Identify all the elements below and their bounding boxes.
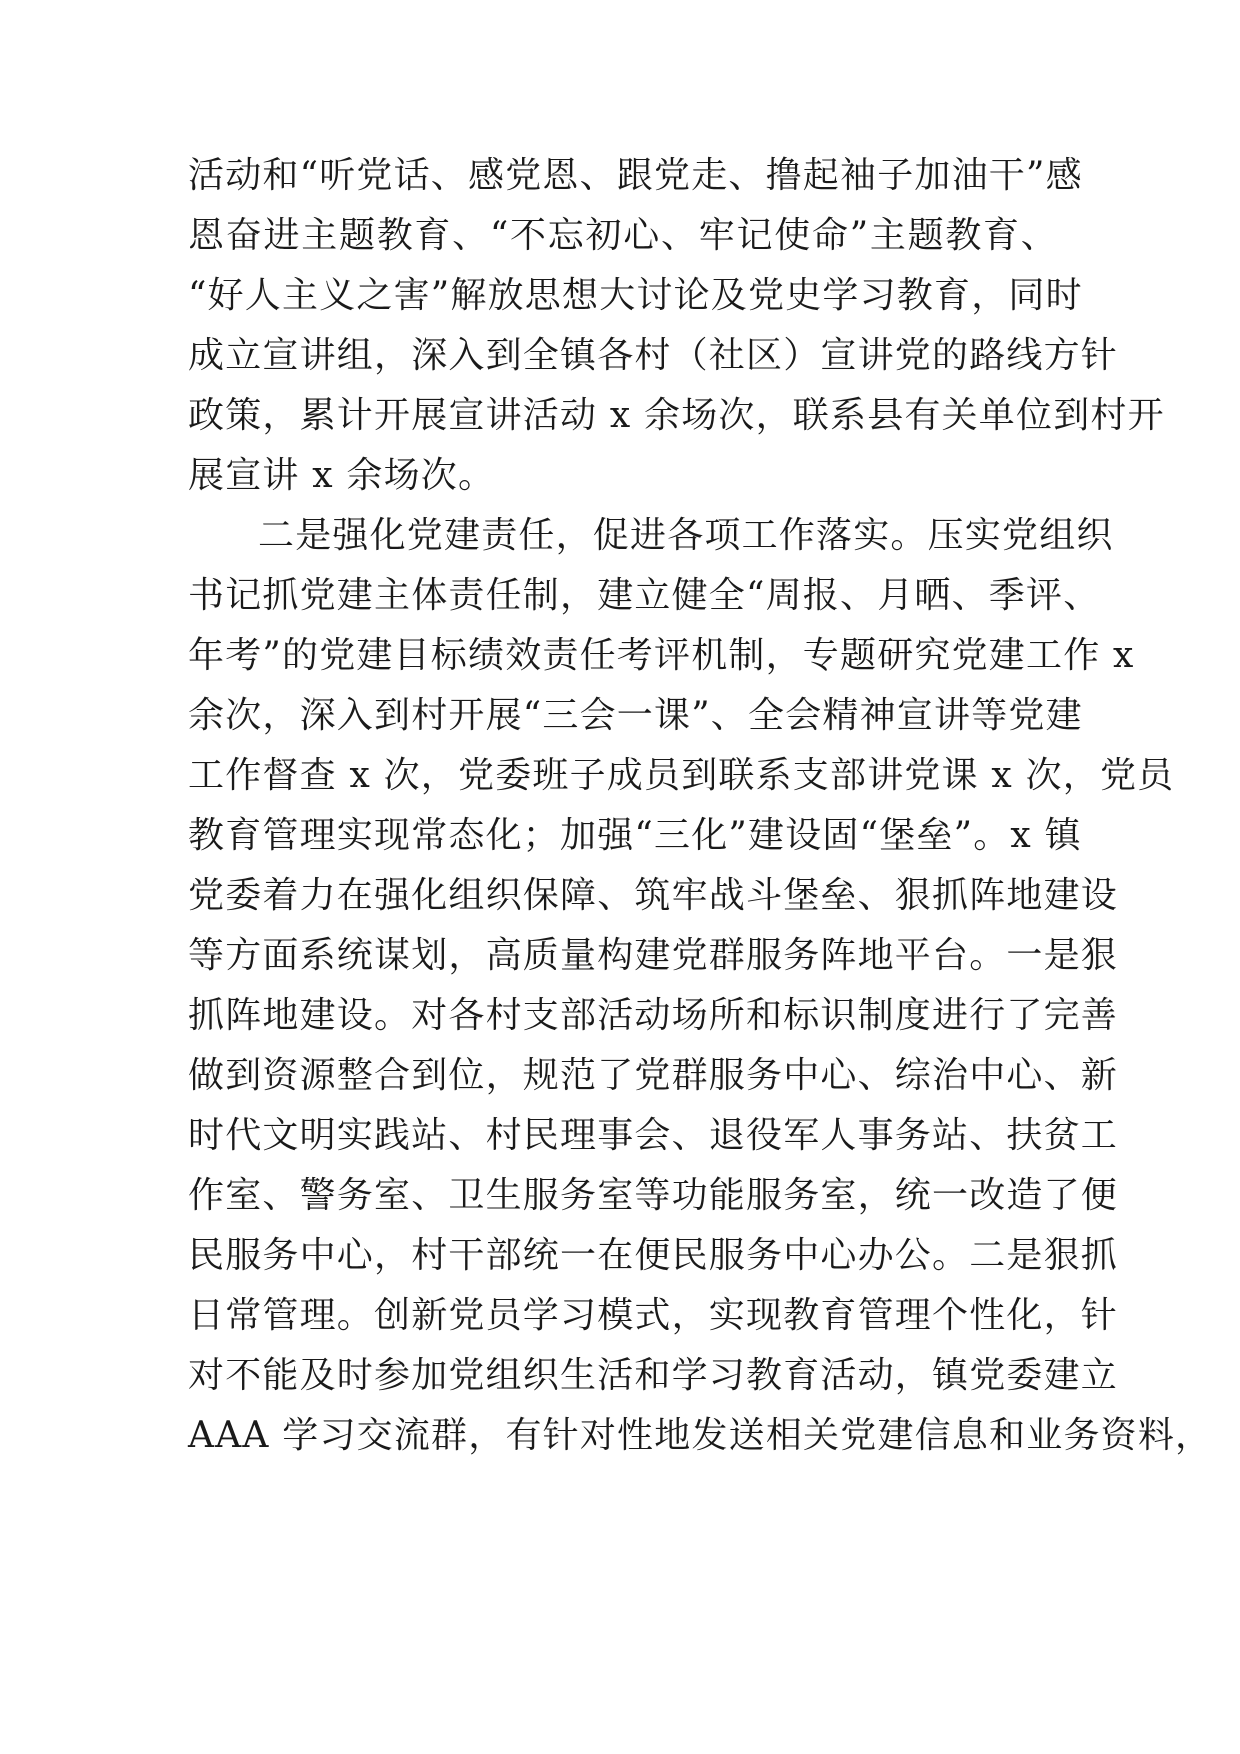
text-line: 抓阵地建设。对各村支部活动场所和标识制度进行了完善 (188, 995, 1119, 1036)
text-line: 活动和“听党话、感党恩、跟党走、撸起袖子加油干”感 (188, 155, 1083, 196)
text-line: 工作督查 x 次，党委班子成员到联系支部讲党课 x 次，党员 (188, 755, 1175, 796)
text-line: 书记抓党建主体责任制，建立健全“周报、月晒、季评、 (188, 575, 1101, 616)
text-line: 成立宣讲组，深入到全镇各村（社区）宣讲党的路线方针 (188, 335, 1119, 376)
text-line: 余次，深入到村开展“三会一课”、全会精神宣讲等党建 (188, 695, 1083, 736)
paragraph-first-line: 二是强化党建责任，促进各项工作落实。压实党组织 (258, 515, 1114, 556)
text-line: 作室、警务室、卫生服务室等功能服务室，统一改造了便 (188, 1175, 1119, 1216)
text-line: 日常管理。创新党员学习模式，实现教育管理个性化，针 (188, 1295, 1119, 1336)
text-line: 教育管理实现常态化；加强“三化”建设固“堡垒”。x 镇 (188, 815, 1082, 856)
text-line: 民服务中心，村干部统一在便民服务中心办公。二是狠抓 (188, 1235, 1119, 1276)
text-line: 年考”的党建目标绩效责任考评机制，专题研究党建工作 x (188, 635, 1135, 676)
text-line: 等方面系统谋划，高质量构建党群服务阵地平台。一是狠 (188, 935, 1119, 976)
text-line: 展宣讲 x 余场次。 (188, 455, 496, 496)
text-line: “好人主义之害”解放思想大讨论及党史学习教育，同时 (188, 275, 1083, 316)
text-line: 做到资源整合到位，规范了党群服务中心、综治中心、新 (188, 1055, 1119, 1096)
text-line: AAA 学习交流群，有针对性地发送相关党建信息和业务资料， (188, 1415, 1213, 1456)
text-line: 时代文明实践站、村民理事会、退役军人事务站、扶贫工 (188, 1115, 1119, 1156)
text-line: 对不能及时参加党组织生活和学习教育活动，镇党委建立 (188, 1355, 1119, 1396)
text-line: 政策，累计开展宣讲活动 x 余场次，联系县有关单位到村开 (188, 395, 1165, 436)
text-line: 党委着力在强化组织保障、筑牢战斗堡垒、狠抓阵地建设 (188, 875, 1119, 916)
text-line: 恩奋进主题教育、“不忘初心、牢记使命”主题教育、 (188, 215, 1058, 256)
